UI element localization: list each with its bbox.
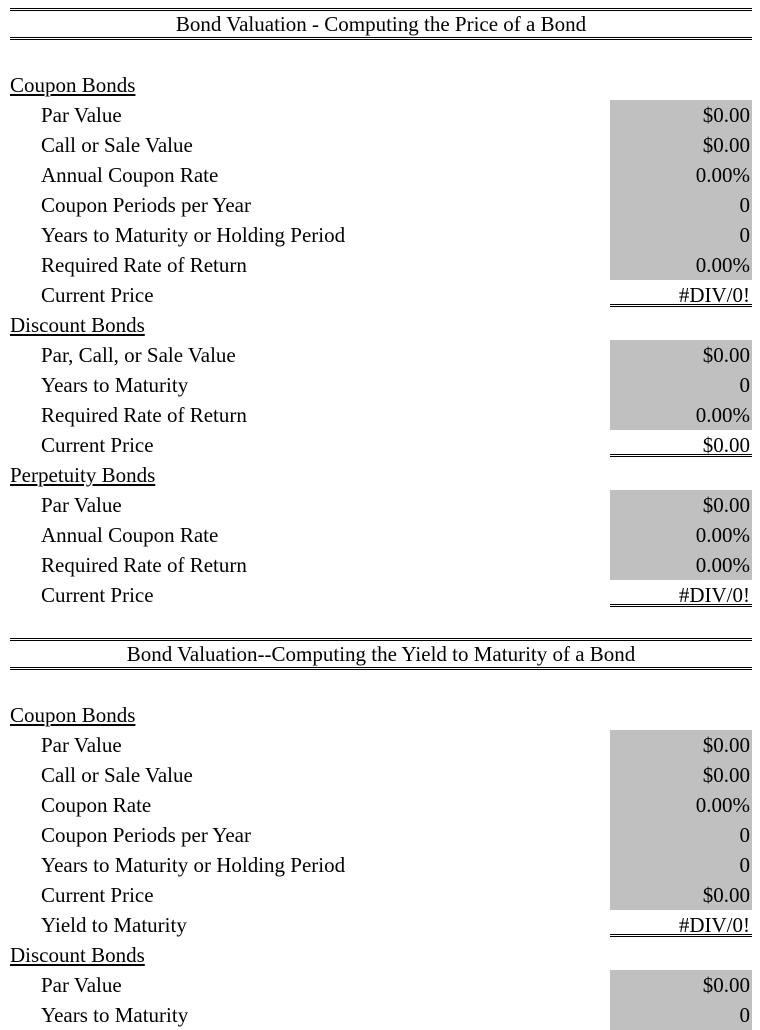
input-cell[interactable]: 0 [610, 190, 752, 220]
price-discount-row-price [10, 430, 752, 460]
price-perpetuity-heading [10, 460, 752, 490]
row-label: Current Price [41, 583, 154, 607]
row-label: Coupon Periods per Year [41, 193, 251, 217]
input-cell[interactable]: $0.00 [610, 880, 752, 910]
input-cell[interactable]: 0.00% [610, 400, 752, 430]
section-heading: Discount Bonds [10, 313, 145, 337]
row-label: Coupon Periods per Year [41, 823, 251, 847]
price-discount-row-years [10, 370, 752, 400]
input-cell[interactable]: 0 [610, 850, 752, 880]
row-label: Required Rate of Return [41, 403, 247, 427]
ytm-coupon-row-periods [10, 820, 752, 850]
price-coupon-row-par [10, 100, 752, 130]
row-label: Par, Call, or Sale Value [41, 343, 236, 367]
ytm-discount-row-years [10, 1000, 752, 1030]
ytm-coupon-row-call [10, 760, 752, 790]
input-cell[interactable]: 0 [610, 370, 752, 400]
ytm-coupon-row-par [10, 730, 752, 760]
row-label: Annual Coupon Rate [41, 163, 219, 187]
price-perpetuity-row-required [10, 550, 752, 580]
input-cell[interactable]: $0.00 [610, 100, 752, 130]
input-cell[interactable]: 0 [610, 220, 752, 250]
price-discount-row-required [10, 400, 752, 430]
section-heading: Discount Bonds [10, 943, 145, 967]
ytm-coupon-row-price [10, 880, 752, 910]
input-cell[interactable]: 0.00% [610, 160, 752, 190]
row-label: Par Value [41, 973, 122, 997]
input-cell[interactable]: $0.00 [610, 730, 752, 760]
row-label: Call or Sale Value [41, 763, 193, 787]
input-cell[interactable]: $0.00 [610, 340, 752, 370]
section-heading: Perpetuity Bonds [10, 463, 156, 487]
result-cell[interactable]: #DIV/0! [610, 910, 752, 937]
ytm-section-title: Bond Valuation--Computing the Yield to Maturity of a Bond [10, 638, 752, 670]
input-cell[interactable]: $0.00 [610, 490, 752, 520]
row-label: Required Rate of Return [41, 253, 247, 277]
price-coupon-row-years [10, 220, 752, 250]
price-coupon-row-periods [10, 190, 752, 220]
row-label: Coupon Rate [41, 793, 152, 817]
input-cell[interactable]: 0.00% [610, 520, 752, 550]
price-coupon-heading [10, 70, 752, 100]
input-cell[interactable]: $0.00 [610, 130, 752, 160]
price-coupon-row-required [10, 250, 752, 280]
section-heading: Coupon Bonds [10, 73, 136, 97]
row-label: Yield to Maturity [41, 913, 187, 937]
row-label: Annual Coupon Rate [41, 523, 219, 547]
row-label: Par Value [41, 493, 122, 517]
ytm-discount-row-par [10, 970, 752, 1000]
row-label: Years to Maturity [41, 373, 189, 397]
price-perpetuity-row-rate [10, 520, 752, 550]
price-section-title: Bond Valuation - Computing the Price of a Bond [10, 8, 752, 40]
ytm-discount-heading [10, 940, 752, 970]
price-coupon-row-price [10, 280, 752, 310]
ytm-coupon-row-ytm [10, 910, 752, 940]
price-discount-heading [10, 310, 752, 340]
price-discount-row-par [10, 340, 752, 370]
price-coupon-row-call [10, 130, 752, 160]
price-perpetuity-row-par [10, 490, 752, 520]
row-label: Years to Maturity or Holding Period [41, 223, 346, 247]
result-cell[interactable]: $0.00 [610, 430, 752, 457]
input-cell[interactable]: $0.00 [610, 760, 752, 790]
ytm-coupon-heading [10, 700, 752, 730]
result-cell[interactable]: #DIV/0! [610, 280, 752, 307]
row-label: Call or Sale Value [41, 133, 193, 157]
row-label: Years to Maturity or Holding Period [41, 853, 346, 877]
input-cell[interactable]: 0 [610, 1000, 752, 1030]
price-coupon-row-rate [10, 160, 752, 190]
price-perpetuity-row-price [10, 580, 752, 610]
row-label: Current Price [41, 283, 154, 307]
result-cell[interactable]: #DIV/0! [610, 580, 752, 607]
row-label: Current Price [41, 433, 154, 457]
row-label: Current Price [41, 883, 154, 907]
row-label: Required Rate of Return [41, 553, 247, 577]
input-cell[interactable]: 0.00% [610, 790, 752, 820]
input-cell[interactable]: 0 [610, 820, 752, 850]
input-cell[interactable]: $0.00 [610, 970, 752, 1000]
ytm-coupon-row-years [10, 850, 752, 880]
section-heading: Coupon Bonds [10, 703, 136, 727]
input-cell[interactable]: 0.00% [610, 550, 752, 580]
row-label: Years to Maturity [41, 1003, 189, 1027]
ytm-coupon-row-rate [10, 790, 752, 820]
input-cell[interactable]: 0.00% [610, 250, 752, 280]
row-label: Par Value [41, 733, 122, 757]
row-label: Par Value [41, 103, 122, 127]
